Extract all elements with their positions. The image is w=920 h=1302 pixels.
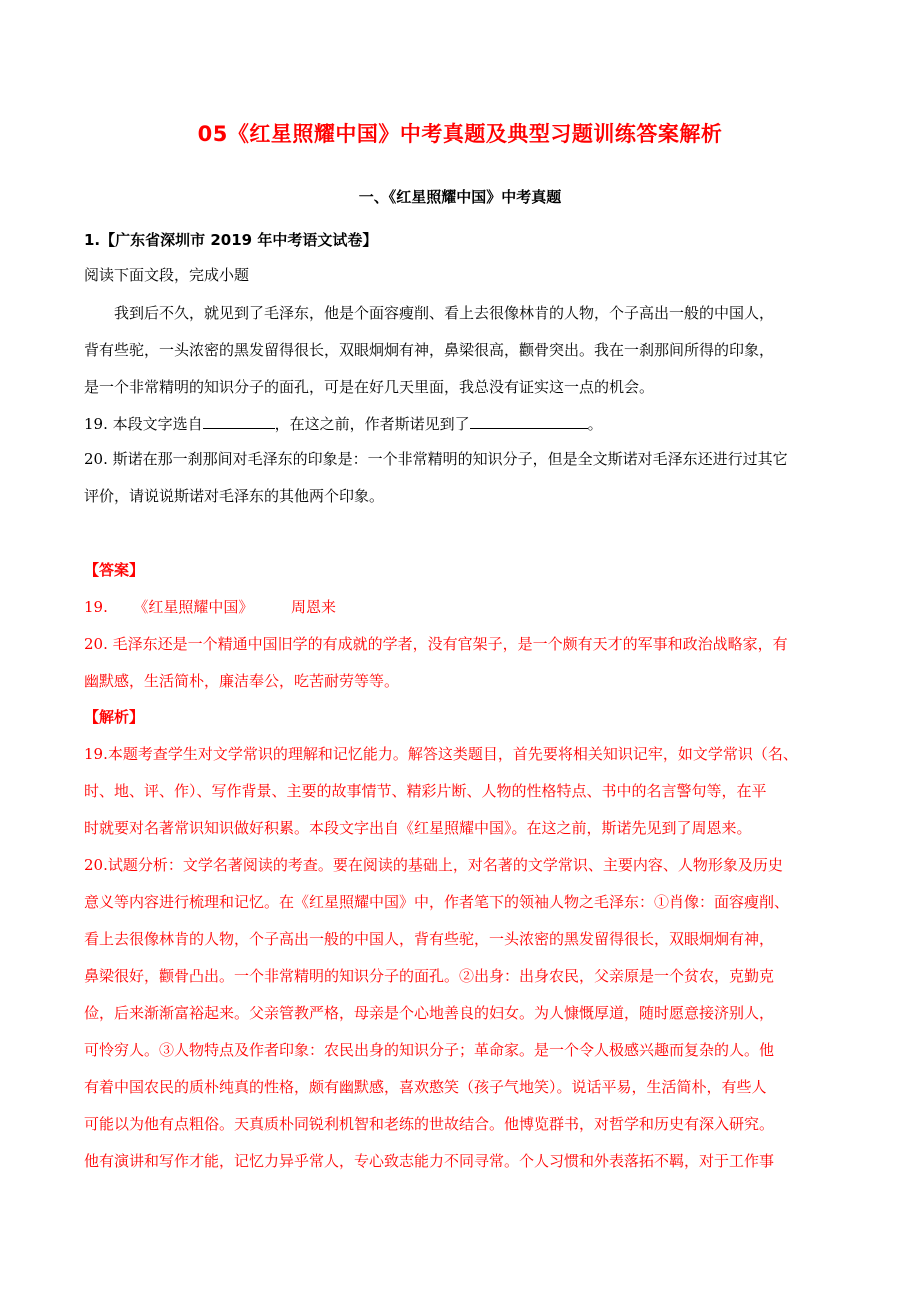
question-header: 1.【广东省深圳市 2019 年中考语文试卷】 bbox=[84, 231, 378, 249]
analysis-line: 19.本题考查学生对文学常识的理解和记忆能力。解答这类题目，首先要将相关知识记牢，如文学常识（名、 bbox=[84, 745, 798, 763]
question-instruction: 阅读下面文段，完成小题 bbox=[84, 266, 250, 284]
analysis-line: 看上去很像林肯的人物，个子高出一般的中国人，背有些驼，一头浓密的黑发留得很长，双眼炯炯有神， bbox=[84, 930, 775, 948]
answer-20-line: 幽默感，生活简朴，廉洁奉公，吃苦耐劳等等。 bbox=[84, 672, 400, 690]
question-20-line: 评价，请说说斯诺对毛泽东的其他两个印象。 bbox=[84, 487, 385, 505]
question-19-text: ，在这之前，作者斯诺见到了 bbox=[274, 415, 470, 433]
passage-line: 是一个非常精明的知识分子的面孔，可是在好几天里面，我总没有证实这一点的机会。 bbox=[84, 378, 655, 396]
answer-19-person: 周恩来 bbox=[291, 598, 337, 616]
answer-label: 【答案】 bbox=[84, 561, 145, 579]
passage-line: 我到后不久，就见到了毛泽东，他是个面容瘦削、看上去很像林肯的人物，个子高出一般的中国人， bbox=[114, 304, 775, 322]
analysis-line: 意义等内容进行梳理和记忆。在《红星照耀中国》中，作者笔下的领袖人物之毛泽东：①肖像：面容瘦削、 bbox=[84, 893, 790, 911]
answer-19 bbox=[84, 597, 336, 617]
answer-19-number: 19. bbox=[84, 598, 108, 616]
answer-20-line: 20. 毛泽东还是一个精通中国旧学的有成就的学者，没有官架子，是一个颇有天才的军事和政治战略家，有 bbox=[84, 635, 788, 653]
question-19-text: 19. 本段文字选自 bbox=[84, 415, 203, 433]
analysis-label: 【解析】 bbox=[84, 708, 145, 726]
analysis-line: 可能以为他有点粗俗。天真质朴同锐利机智和老练的世故结合。他博览群书，对哲学和历史有深入研究。 bbox=[84, 1115, 775, 1133]
analysis-line: 鼻梁很好，颧骨凸出。一个非常精明的知识分子的面孔。②出身：出身农民，父亲原是一个贫农，克勤克 bbox=[84, 967, 775, 985]
question-19-text: 。 bbox=[587, 415, 603, 433]
analysis-line: 他有演讲和写作才能，记忆力异乎常人，专心致志能力不同寻常。个人习惯和外表落拓不羁，对于工作事 bbox=[84, 1152, 775, 1170]
answer-19-book: 《红星照耀中国》 bbox=[133, 598, 254, 616]
answer-blank bbox=[203, 412, 275, 429]
analysis-line: 有着中国农民的质朴纯真的性格，颇有幽默感，喜欢憨笑（孩子气地笑）。说话平易，生活简朴，有些人 bbox=[84, 1078, 767, 1096]
section-title: 一、《红星照耀中国》中考真题 bbox=[358, 188, 562, 206]
analysis-line: 可怜穷人。③人物特点及作者印象：农民出身的知识分子；革命家。是一个令人极感兴趣而复杂的人。他 bbox=[84, 1041, 775, 1059]
question-19 bbox=[84, 412, 603, 434]
answer-blank bbox=[470, 412, 588, 429]
analysis-line: 时就要对名著常识知识做好积累。本段文字出自《红星照耀中国》。在这之前，斯诺先见到了周恩来。 bbox=[84, 819, 752, 837]
analysis-line: 俭，后来渐渐富裕起来。父亲管教严格，母亲是个心地善良的妇女。为人慷慨厚道，随时愿意接济别人， bbox=[84, 1004, 775, 1022]
passage-line: 背有些驼，一头浓密的黑发留得很长，双眼炯炯有神，鼻梁很高，颧骨突出。我在一刹那间所得的印象， bbox=[84, 341, 775, 359]
analysis-line: 20.试题分析：文学名著阅读的考查。要在阅读的基础上，对名著的文学常识、主要内容、人物形象及历史 bbox=[84, 856, 783, 874]
document-title: 05《红星照耀中国》中考真题及典型习题训练答案解析 bbox=[197, 122, 723, 146]
analysis-line: 时、地、评、作）、写作背景、主要的故事情节、精彩片断、人物的性格特点、书中的名言警句等，在平 bbox=[84, 782, 767, 800]
question-20-line: 20. 斯诺在那一刹那间对毛泽东的印象是：一个非常精明的知识分子，但是全文斯诺对毛泽东还进行过其它 bbox=[84, 450, 788, 468]
